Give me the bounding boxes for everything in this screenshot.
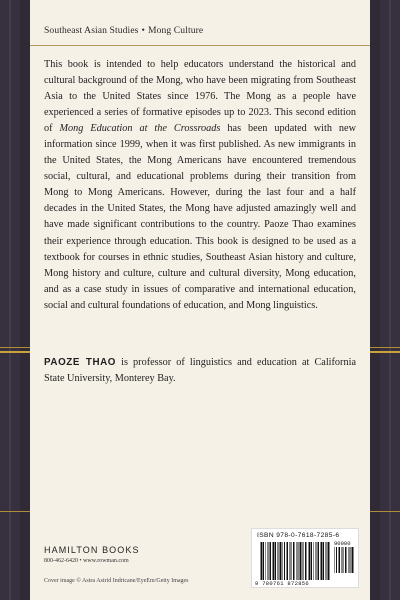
back-cover-panel bbox=[30, 0, 370, 600]
series-line bbox=[44, 25, 203, 36]
barcode-bar bbox=[296, 542, 297, 580]
barcode-bar bbox=[334, 547, 335, 573]
barcode-bar bbox=[328, 542, 330, 580]
barcode-bar bbox=[284, 542, 285, 580]
barcode-bar bbox=[293, 542, 295, 580]
barcode-bar bbox=[354, 547, 355, 573]
barcode-bar bbox=[298, 542, 299, 580]
barcode-bar bbox=[275, 542, 277, 580]
barcode-bar bbox=[280, 542, 282, 580]
series-subject-2: Mong Culture bbox=[147, 25, 204, 36]
barcode-bar bbox=[291, 542, 292, 580]
header-rule bbox=[30, 45, 370, 46]
barcode-bar bbox=[302, 542, 303, 580]
barcode-bar bbox=[268, 542, 269, 580]
barcode-bar bbox=[314, 542, 315, 580]
barcode-bar bbox=[352, 547, 354, 573]
isbn-barcode bbox=[251, 528, 359, 588]
barcode-bar bbox=[272, 542, 273, 580]
book-description bbox=[44, 57, 356, 314]
barcode-bar bbox=[345, 547, 347, 573]
barcode-bar bbox=[343, 547, 344, 573]
barcode-bar bbox=[282, 542, 283, 580]
barcode-bar bbox=[260, 542, 261, 580]
publisher-logo: HAMILTON BOOKS bbox=[44, 545, 140, 555]
barcode-bar bbox=[261, 542, 262, 580]
isbn-number: ISBN 978-0-7618-7285-6 bbox=[257, 532, 340, 539]
barcode-bar bbox=[321, 542, 322, 580]
barcode-bar bbox=[323, 542, 325, 580]
right-border-stripe bbox=[380, 0, 400, 600]
barcode-bar bbox=[287, 542, 289, 580]
barcode-bar bbox=[341, 547, 342, 573]
barcode-bar bbox=[266, 542, 267, 580]
barcode-digits: 9 780761 872856 bbox=[255, 580, 310, 587]
barcode-bar bbox=[318, 542, 320, 580]
author-bio bbox=[44, 355, 356, 387]
publisher-contact: 800-462-6420 • www.rowman.com bbox=[44, 558, 129, 564]
barcode-bar bbox=[305, 542, 307, 580]
left-border-stripe bbox=[0, 0, 20, 600]
barcode-bar bbox=[277, 542, 278, 580]
book-title-italic: Mong Education at the Crossroads bbox=[59, 123, 221, 135]
barcode-bar bbox=[300, 542, 302, 580]
barcode-addon-number: 90000 bbox=[334, 540, 351, 547]
barcode-bar bbox=[311, 542, 313, 580]
author-bio-text: is professor of linguistics and education at California State University, Monterey Bay. bbox=[44, 357, 356, 385]
author-name: PAOZE THAO bbox=[44, 357, 117, 368]
barcode-bar bbox=[336, 547, 337, 573]
barcode-bar bbox=[316, 542, 317, 580]
barcode-bar bbox=[320, 542, 321, 580]
cover-image-credit: Cover image © Astra Astrid Indricane/EyeEm/Getty Images bbox=[44, 578, 189, 584]
barcode-bar bbox=[289, 542, 290, 580]
barcode-bar bbox=[279, 542, 280, 580]
description-text-2: has been updated with new information since 1999, when it was first published. As new immigrants in the United States, the Mong Americans have encountered tremendous social, cultural, and educational problems during their transition from Mong to Mong Americans. However, during the last four and a half decades in the United States, the Mong have adjusted amazingly well and have made significant contributions to the country. Paoze Thao examines their experience through education. This book is designed to be used as a textbook for courses in ethnic studies, Southeast Asian history and culture, Mong history and culture, culture and cultural diversity, Mong education, and as a case study in issues of comparative and international education, social and cultural foundations of education, and Mong linguistics. bbox=[44, 123, 357, 311]
barcode-bar bbox=[273, 542, 274, 580]
barcode-bar bbox=[303, 542, 304, 580]
barcode-bar bbox=[270, 542, 272, 580]
barcode-bar bbox=[308, 542, 309, 580]
barcode-bar bbox=[325, 542, 326, 580]
barcode-bar bbox=[350, 547, 351, 573]
series-separator: • bbox=[141, 25, 145, 36]
barcode-bar bbox=[263, 542, 265, 580]
description-text-1: This book is intended to help educators understand the historical and cultural background of the Mong, who have been migrating from Southeast Asia to the United States since 1976. The Mong as a people have experienced a series of formative episodes up to 2023. This second edition of bbox=[44, 59, 356, 135]
barcode-bar bbox=[327, 542, 328, 580]
series-subject-1: Southeast Asian Studies bbox=[44, 25, 139, 36]
barcode-bar bbox=[339, 547, 341, 573]
barcode-addon-bars bbox=[334, 547, 354, 573]
barcode-bar bbox=[348, 547, 349, 573]
barcode-bars bbox=[260, 542, 330, 580]
barcode-bar bbox=[309, 542, 310, 580]
